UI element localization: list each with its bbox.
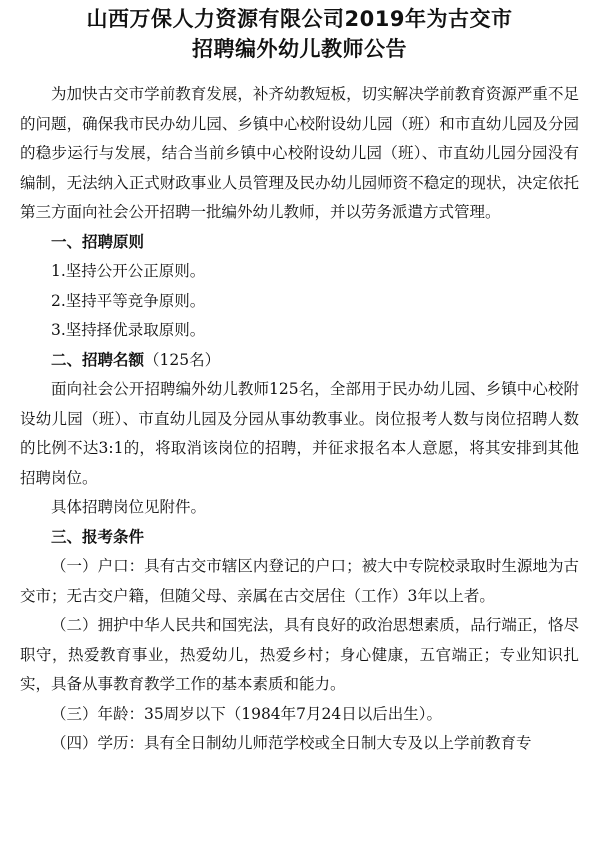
section-2-paragraph: 面向社会公开招聘编外幼儿教师125名，全部用于民办幼儿园、乡镇中心校附设幼儿园（班）、市直幼儿园及分园从事幼教事业。岗位报考人数与岗位招聘人数的比例不达3:1的，将取消该岗位的招聘，并征求报名本人意愿，将其安排到其他招聘岗位。 <box>20 380 579 487</box>
section-3-heading-text: 三、报考条件 <box>51 527 145 546</box>
section-2-note: 具体招聘岗位见附件。 <box>51 498 207 516</box>
section-1-item: 1.坚持公开公正原则。 <box>51 262 206 280</box>
condition-1: （一）户口：具有古交市辖区内登记的户口；被大中专院校录取时生源地为古交市；无古交户籍，但随父母、亲属在古交居住（工作）3年以上者。 <box>20 557 579 605</box>
condition-3: （三）年龄：35周岁以下（1984年7月24日以后出生）。 <box>51 704 443 723</box>
page-title <box>20 4 579 64</box>
section-2-heading-suffix: （125名） <box>144 350 221 369</box>
condition-2: （二）拥护中华人民共和国宪法，具有良好的政治思想素质，品行端正，恪尽职守，热爱教育事业，热爱幼儿，热爱乡村；身心健康，五官端正；专业知识扎实，具备从事教育教学工作的基本素质和能力。 <box>20 616 579 693</box>
title-line-2: 招聘编外幼儿教师公告 <box>192 37 407 61</box>
intro-paragraph: 为加快古交市学前教育发展，补齐幼教短板，切实解决学前教育资源严重不足的问题，确保我市民办幼儿园、乡镇中心校附设幼儿园（班）和市直幼儿园及分园的稳步运行与发展，结合当前乡镇中心校附设幼儿园（班）、市直幼儿园分园没有编制，无法纳入正式财政事业人员管理及民办幼儿园师资不稳定的现状，决定依托第三方面向社会公开招聘一批编外幼儿教师，并以劳务派遣方式管理。 <box>20 85 579 221</box>
section-1-item: 2.坚持平等竞争原则。 <box>51 291 206 310</box>
title-line-1: 山西万保人力资源有限公司2019年为古交市 <box>86 7 513 31</box>
condition-4: （四）学历：具有全日制幼儿师范学校或全日制大专及以上学前教育专 <box>51 734 532 752</box>
section-1-heading <box>20 228 579 258</box>
section-1-heading-text: 一、招聘原则 <box>51 232 145 251</box>
section-2-heading-text: 二、招聘名额 <box>51 350 145 369</box>
section-2-heading <box>20 346 579 376</box>
section-3-heading <box>20 523 579 553</box>
section-1-item: 3.坚持择优录取原则。 <box>51 321 206 339</box>
